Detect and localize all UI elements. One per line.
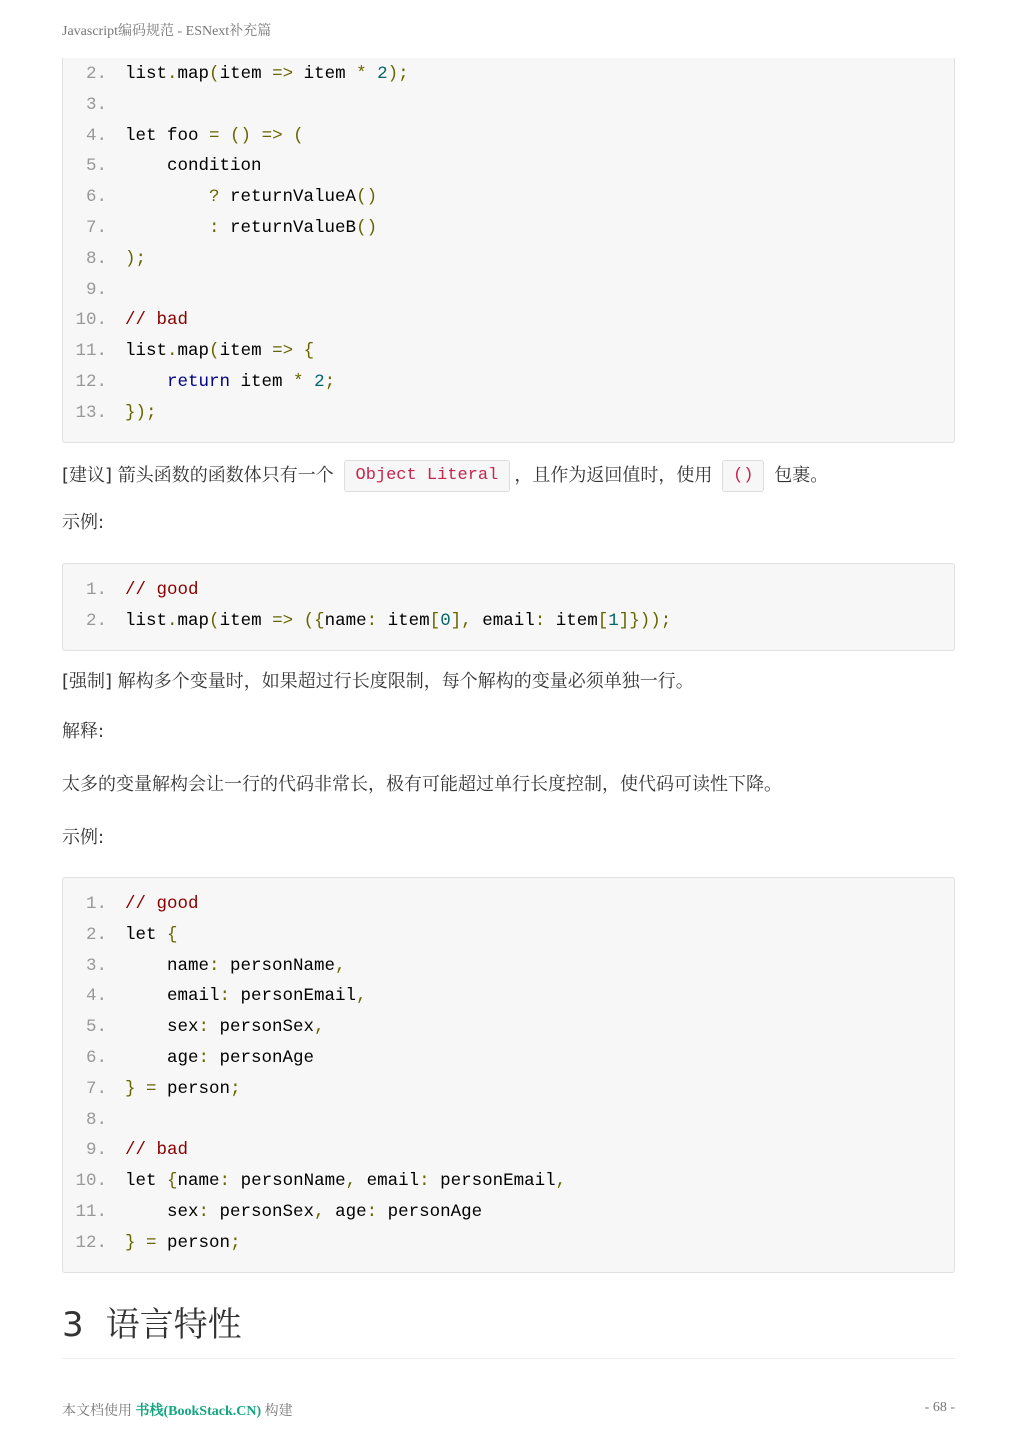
code-text <box>125 367 335 398</box>
code-token: () <box>230 125 252 146</box>
code-token: personAge <box>209 1047 315 1068</box>
code-token: item <box>230 371 294 392</box>
code-text <box>125 606 671 637</box>
code-token: returnValueA <box>219 187 357 208</box>
example-label: 示例: <box>62 512 105 533</box>
line-number: 5. <box>85 156 107 177</box>
line-number: 12. <box>75 371 107 392</box>
code-token: } <box>125 1078 136 1099</box>
line-number: 6. <box>85 1047 107 1068</box>
section-title: 语言特性 <box>105 1305 242 1345</box>
code-lines <box>63 59 954 429</box>
code-token: list <box>125 341 168 362</box>
code-token: { <box>167 1171 178 1192</box>
code-token: [ <box>429 610 441 631</box>
code-token: : <box>209 955 220 976</box>
line-number: 2. <box>85 64 107 84</box>
code-line <box>63 336 954 367</box>
code-token: name <box>177 1171 220 1192</box>
code-token: . <box>167 610 178 631</box>
code-token: : <box>366 610 378 631</box>
code-block-object-literal <box>62 563 955 651</box>
code-token <box>293 341 304 361</box>
code-token: // bad <box>125 310 189 331</box>
code-token: age <box>324 1201 367 1222</box>
line-number: 8. <box>85 248 107 269</box>
code-line <box>63 889 954 920</box>
code-token: : <box>198 1047 210 1068</box>
line-number: 7. <box>85 1078 107 1099</box>
code-token: email <box>356 1171 420 1192</box>
explain-text: 太多的变量解构会让一行的代码非常长，极有可能超过单行长度控制，使代码可读性下降。 <box>62 774 782 795</box>
code-token: ; <box>324 371 336 392</box>
code-token: : <box>534 610 546 631</box>
code-text <box>125 951 346 982</box>
inline-code-object-literal: Object Literal <box>344 460 511 492</box>
rule-object-literal <box>62 460 828 492</box>
code-token: let foo <box>125 125 210 146</box>
code-line <box>63 151 954 182</box>
code-line <box>63 305 954 336</box>
code-token: personEmail <box>230 986 357 1007</box>
code-token: : <box>198 1017 210 1038</box>
code-token: map <box>177 610 210 631</box>
code-token: personName <box>219 955 336 976</box>
line-number: 8. <box>85 1109 107 1130</box>
code-block-arrow-return <box>62 58 955 443</box>
code-line <box>63 59 954 90</box>
code-token: => <box>272 64 294 84</box>
code-token <box>220 126 231 146</box>
code-token: email <box>471 610 535 631</box>
code-token: ); <box>387 64 409 84</box>
code-line <box>63 1166 954 1197</box>
code-token: name <box>324 610 367 631</box>
code-text <box>125 575 199 606</box>
code-line <box>63 1105 954 1136</box>
code-token: * <box>293 371 304 392</box>
code-token: list <box>125 64 168 84</box>
line-number: 6. <box>85 187 107 208</box>
code-token: item <box>219 341 273 362</box>
line-number: 12. <box>75 1232 107 1253</box>
code-token: personEmail <box>429 1171 556 1192</box>
code-token: item <box>219 610 273 631</box>
code-token: . <box>167 64 178 84</box>
code-token: : <box>219 1171 231 1192</box>
code-token: personAge <box>377 1201 483 1222</box>
code-text <box>125 121 304 152</box>
code-token: : <box>209 217 220 238</box>
code-token: }); <box>125 402 157 423</box>
rule-text-before: [建议] 箭头函数的函数体只有一个 <box>62 465 334 486</box>
code-text <box>125 213 377 244</box>
code-line <box>63 1012 954 1043</box>
code-token: 0 <box>440 610 451 631</box>
code-token: email <box>125 986 220 1007</box>
code-token: = <box>209 125 220 146</box>
code-token: * <box>356 64 367 84</box>
code-token: ; <box>230 1078 241 1099</box>
code-token: ); <box>125 248 147 269</box>
code-token: ({ <box>303 610 325 631</box>
inline-code-parens: () <box>722 460 764 492</box>
code-token: sex <box>125 1017 199 1038</box>
code-token: [ <box>597 610 609 631</box>
code-token: , <box>356 986 367 1007</box>
example-label: 示例: <box>62 827 105 848</box>
code-text <box>125 981 367 1012</box>
code-token <box>125 187 209 207</box>
code-token: : <box>366 1201 378 1222</box>
code-text <box>125 305 188 336</box>
code-line <box>63 575 954 606</box>
code-token: item <box>377 610 430 631</box>
code-line <box>63 951 954 982</box>
code-text <box>125 182 377 213</box>
code-token: , <box>314 1201 325 1222</box>
code-line <box>63 981 954 1012</box>
code-block-destructuring <box>62 877 955 1273</box>
code-token: item <box>293 64 357 84</box>
line-number: 9. <box>85 1140 107 1161</box>
line-number: 9. <box>85 279 107 300</box>
line-number: 13. <box>75 402 107 423</box>
section-heading <box>62 1300 242 1350</box>
code-token <box>293 611 304 631</box>
code-text <box>125 1074 241 1105</box>
code-text <box>125 889 199 920</box>
code-lines <box>63 575 954 637</box>
code-line <box>63 182 954 213</box>
code-token: // good <box>125 580 199 600</box>
code-line <box>63 1043 954 1074</box>
code-token: => <box>272 610 294 631</box>
page-number: - 68 - <box>924 1400 955 1415</box>
code-token: ], <box>450 610 472 631</box>
code-token: list <box>125 610 168 631</box>
footer-suffix: 构建 <box>264 1404 293 1419</box>
code-token: returnValueB <box>219 217 357 238</box>
code-token: map <box>177 341 210 362</box>
code-token: person <box>156 1232 231 1253</box>
line-number: 1. <box>85 580 107 600</box>
code-line <box>63 1135 954 1166</box>
code-token: = <box>146 1232 157 1253</box>
code-token: : <box>419 1171 430 1192</box>
code-token: name <box>125 955 210 976</box>
rule-destructuring: [强制] 解构多个变量时，如果超过行长度限制，每个解构的变量必须单独一行。 <box>62 671 694 692</box>
code-line <box>63 398 954 429</box>
code-line <box>63 1074 954 1105</box>
code-token <box>367 64 378 84</box>
code-token: return <box>167 371 231 392</box>
code-lines <box>63 889 954 1259</box>
code-token: { <box>303 341 315 362</box>
code-token: , <box>345 1171 357 1192</box>
line-number: 2. <box>85 610 107 631</box>
code-line <box>63 275 954 306</box>
code-token: ( <box>293 125 304 146</box>
explain-label: 解释: <box>62 721 105 742</box>
code-token: ( <box>209 64 220 84</box>
code-text <box>125 1166 566 1197</box>
code-token: item <box>219 64 273 84</box>
code-token <box>304 372 315 392</box>
code-token: sex <box>125 1201 199 1222</box>
code-token: () <box>356 187 378 208</box>
code-token: ( <box>209 610 220 631</box>
line-number: 2. <box>85 924 107 945</box>
code-token: . <box>167 341 178 362</box>
code-line <box>63 606 954 637</box>
code-token: () <box>356 217 378 238</box>
code-text <box>125 1197 482 1228</box>
code-token: 2 <box>314 371 325 392</box>
line-number: 10. <box>75 1171 107 1192</box>
line-number: 4. <box>85 986 107 1007</box>
footer-prefix: 本文档使用 <box>62 1404 132 1419</box>
section-number: 3 <box>62 1305 84 1345</box>
code-token: , <box>335 955 346 976</box>
code-text <box>125 1043 314 1074</box>
code-token <box>136 1079 147 1099</box>
code-token: // good <box>125 894 199 914</box>
code-text <box>125 1012 325 1043</box>
line-number: 11. <box>75 341 107 362</box>
code-token: : <box>219 986 231 1007</box>
code-token: 1 <box>608 610 619 631</box>
code-text <box>125 151 262 182</box>
line-number: 11. <box>75 1201 107 1222</box>
code-token: : <box>198 1201 210 1222</box>
code-line <box>63 213 954 244</box>
rule-text-middle: ，且作为返回值时，使用 <box>514 465 713 486</box>
line-number: 3. <box>85 94 107 115</box>
code-text <box>125 398 157 429</box>
code-line <box>63 367 954 398</box>
code-token: item <box>545 610 598 631</box>
code-text <box>125 244 146 275</box>
code-token: } <box>125 1232 136 1253</box>
code-token: , <box>314 1017 325 1038</box>
page-footer <box>62 1400 955 1420</box>
code-text <box>125 920 178 951</box>
code-line <box>63 244 954 275</box>
code-token: { <box>167 924 178 945</box>
code-token: // bad <box>125 1140 189 1161</box>
code-token: person <box>156 1078 231 1099</box>
code-token: => <box>272 341 294 362</box>
line-number: 5. <box>85 1017 107 1038</box>
code-text <box>125 59 409 90</box>
code-token: personSex <box>209 1017 315 1038</box>
code-token: ; <box>230 1232 241 1253</box>
line-number: 3. <box>85 955 107 976</box>
line-number: 7. <box>85 217 107 238</box>
code-token: age <box>125 1047 199 1068</box>
code-token: ]})); <box>618 610 672 631</box>
code-line <box>63 1197 954 1228</box>
code-token: 2 <box>377 64 388 84</box>
code-token <box>283 126 294 146</box>
page-header: Javascript编码规范 - ESNext补充篇 <box>62 24 272 39</box>
rule-text-after: 包裹。 <box>774 465 829 486</box>
line-number: 1. <box>85 894 107 914</box>
code-token: ( <box>209 341 220 362</box>
code-text <box>125 336 314 367</box>
code-token: ? <box>209 187 220 208</box>
code-text <box>125 1135 188 1166</box>
code-token <box>125 372 167 392</box>
code-token: personSex <box>209 1201 315 1222</box>
code-token <box>251 126 262 146</box>
code-token: map <box>177 64 210 84</box>
section-divider <box>62 1358 955 1359</box>
code-line <box>63 1228 954 1259</box>
line-number: 4. <box>85 125 107 146</box>
code-token: , <box>555 1171 567 1192</box>
code-text <box>125 1228 241 1259</box>
code-token <box>136 1233 147 1253</box>
code-line <box>63 121 954 152</box>
code-token: personName <box>230 1171 346 1192</box>
footer-brand-link[interactable]: 书栈(BookStack.CN) <box>135 1404 262 1419</box>
code-token <box>125 218 209 238</box>
code-line <box>63 920 954 951</box>
code-token: => <box>261 125 283 146</box>
line-number: 10. <box>75 310 107 331</box>
code-token: let <box>125 924 168 945</box>
code-token: let <box>125 1171 168 1192</box>
code-token: condition <box>125 156 262 177</box>
code-token: = <box>146 1078 157 1099</box>
code-line <box>63 90 954 121</box>
